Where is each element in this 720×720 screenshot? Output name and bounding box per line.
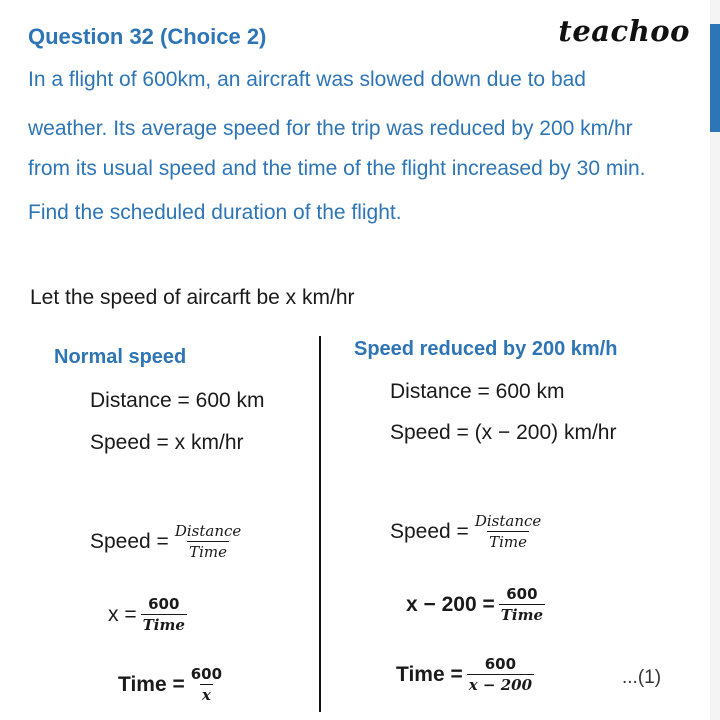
left-eq1-den: Time <box>142 616 185 635</box>
right-distance: Distance = 600 km <box>390 380 565 403</box>
right-eq2-den: x − 200 <box>468 676 533 695</box>
question-line-4: Find the scheduled duration of the flight. <box>28 201 402 224</box>
question-line-3: from its usual speed and the time of the flight increased by 30 min. <box>28 157 646 180</box>
right-eq1-lhs: x − 200 = <box>406 593 495 617</box>
left-eq2-num: 600 <box>190 665 223 683</box>
right-speed-formula <box>390 513 543 552</box>
left-formula-num: Distance <box>174 522 242 540</box>
left-formula-den: Time <box>189 543 227 562</box>
teachoo-logo: teachoo <box>558 14 690 48</box>
right-formula-den: Time <box>489 533 527 552</box>
right-formula-fraction <box>473 513 543 552</box>
right-eq1-den: Time <box>500 606 544 625</box>
question-title: Question 32 (Choice 2) <box>28 24 267 49</box>
normal-speed-heading: Normal speed <box>54 346 187 368</box>
right-speed: Speed = (x − 200) km/hr <box>390 421 617 444</box>
right-eq2-fraction <box>467 656 534 695</box>
left-formula-fraction <box>173 523 243 562</box>
right-eq1-fraction <box>499 586 545 625</box>
left-eq1-num: 600 <box>148 595 180 613</box>
equation-reference: ...(1) <box>622 667 662 688</box>
left-formula-lhs: Speed = <box>90 530 169 554</box>
left-equation-2 <box>118 666 224 705</box>
question-line-1: In a flight of 600km, an aircraft was slowed down due to bad <box>28 68 586 91</box>
left-eq2-lhs: Time = <box>118 673 185 697</box>
left-eq1-fraction <box>141 596 187 635</box>
left-distance: Distance = 600 km <box>90 389 265 412</box>
left-speed: Speed = x km/hr <box>90 431 244 454</box>
left-eq1-lhs: x = <box>108 603 137 627</box>
right-equation-1 <box>406 586 545 625</box>
right-equation-2 <box>396 656 534 695</box>
left-eq2-den: x <box>201 686 211 705</box>
right-formula-num: Distance <box>474 512 542 530</box>
right-formula-lhs: Speed = <box>390 520 469 544</box>
left-equation-1 <box>108 596 187 635</box>
right-eq1-num: 600 <box>506 585 538 603</box>
solution-intro: Let the speed of aircarft be x km/hr <box>30 286 355 309</box>
left-speed-formula <box>90 523 243 562</box>
right-eq2-lhs: Time = <box>396 663 463 687</box>
left-eq2-fraction <box>189 666 224 705</box>
question-line-2: weather. Its average speed for the trip was reduced by 200 km/hr <box>28 117 633 140</box>
column-divider <box>319 336 321 712</box>
right-eq2-num: 600 <box>484 655 517 673</box>
reduced-speed-heading: Speed reduced by 200 km/h <box>354 338 618 360</box>
scrollbar-thumb[interactable] <box>710 24 720 132</box>
